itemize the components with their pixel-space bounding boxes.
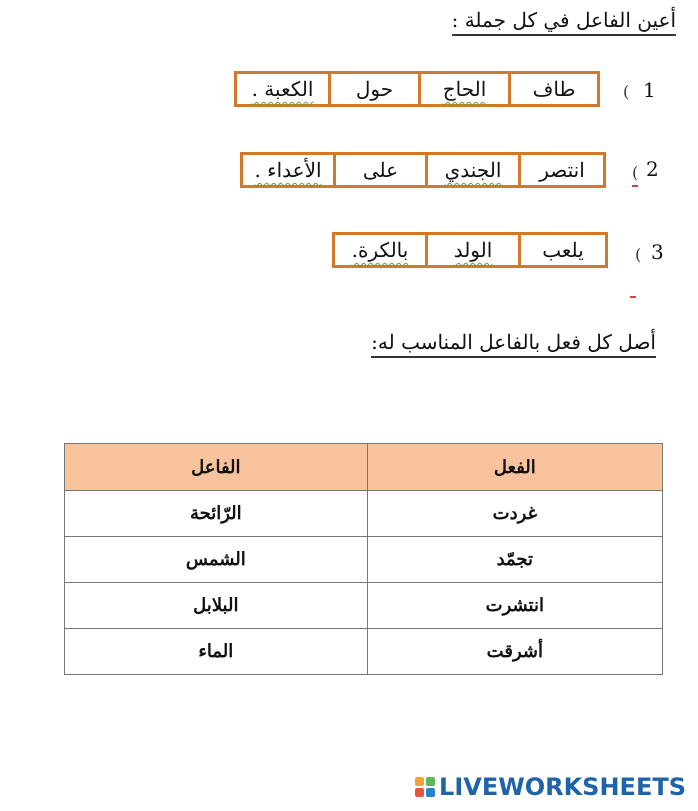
sentence-1-paren: ( xyxy=(623,82,630,101)
liveworksheets-logo xyxy=(415,773,686,801)
verb-cell[interactable]: غردت xyxy=(367,491,662,537)
word-box[interactable]: الكعبة . xyxy=(234,71,328,107)
exercise-1-heading: أعين الفاعل في كل جملة : xyxy=(452,8,676,36)
logo-square xyxy=(426,777,435,786)
subject-cell[interactable]: الرّائحة xyxy=(65,491,368,537)
sentence-3-row xyxy=(332,232,608,268)
word-box[interactable]: بالكرة. xyxy=(332,232,425,268)
subject-cell[interactable]: البلابل xyxy=(65,583,368,629)
logo-grid-icon xyxy=(415,777,435,797)
sentence-3-number: 3 xyxy=(651,240,664,264)
sentence-3-paren: ( xyxy=(635,245,642,264)
logo-square xyxy=(415,777,424,786)
word-box[interactable]: على xyxy=(333,152,425,188)
table-row xyxy=(65,629,663,675)
spell-mark xyxy=(630,296,636,298)
word-box[interactable]: حول xyxy=(328,71,418,107)
logo-square xyxy=(415,788,424,797)
verb-cell[interactable]: انتشرت xyxy=(367,583,662,629)
sentence-2-number: 2 xyxy=(646,157,659,181)
logo-text: LIVEWORKSHEETS xyxy=(439,773,686,801)
sentence-2-row xyxy=(240,152,606,188)
word-box[interactable]: طاف xyxy=(508,71,600,107)
sentence-1-row xyxy=(234,71,600,107)
spell-mark xyxy=(632,185,638,187)
verb-cell[interactable]: أشرقت xyxy=(367,629,662,675)
sentence-2-paren: ( xyxy=(632,163,639,182)
table-header-row xyxy=(65,444,663,491)
table-row xyxy=(65,583,663,629)
word-box[interactable]: الأعداء . xyxy=(240,152,333,188)
subject-cell[interactable]: الماء xyxy=(65,629,368,675)
matching-table xyxy=(64,443,663,675)
table-row xyxy=(65,537,663,583)
word-box[interactable]: يلعب xyxy=(518,232,608,268)
logo-square xyxy=(426,788,435,797)
word-box[interactable]: الحاج xyxy=(418,71,508,107)
subject-cell[interactable]: الشمس xyxy=(65,537,368,583)
word-box[interactable]: الولد xyxy=(425,232,518,268)
column-header-verb: الفعل xyxy=(367,444,662,491)
sentence-1-number: 1 xyxy=(643,78,656,102)
verb-cell[interactable]: تجمّد xyxy=(367,537,662,583)
exercise-2-heading: أصل كل فعل بالفاعل المناسب له: xyxy=(371,330,656,358)
column-header-subject: الفاعل xyxy=(65,444,368,491)
word-box[interactable]: انتصر xyxy=(518,152,606,188)
word-box[interactable]: الجندي xyxy=(425,152,518,188)
table-row xyxy=(65,491,663,537)
